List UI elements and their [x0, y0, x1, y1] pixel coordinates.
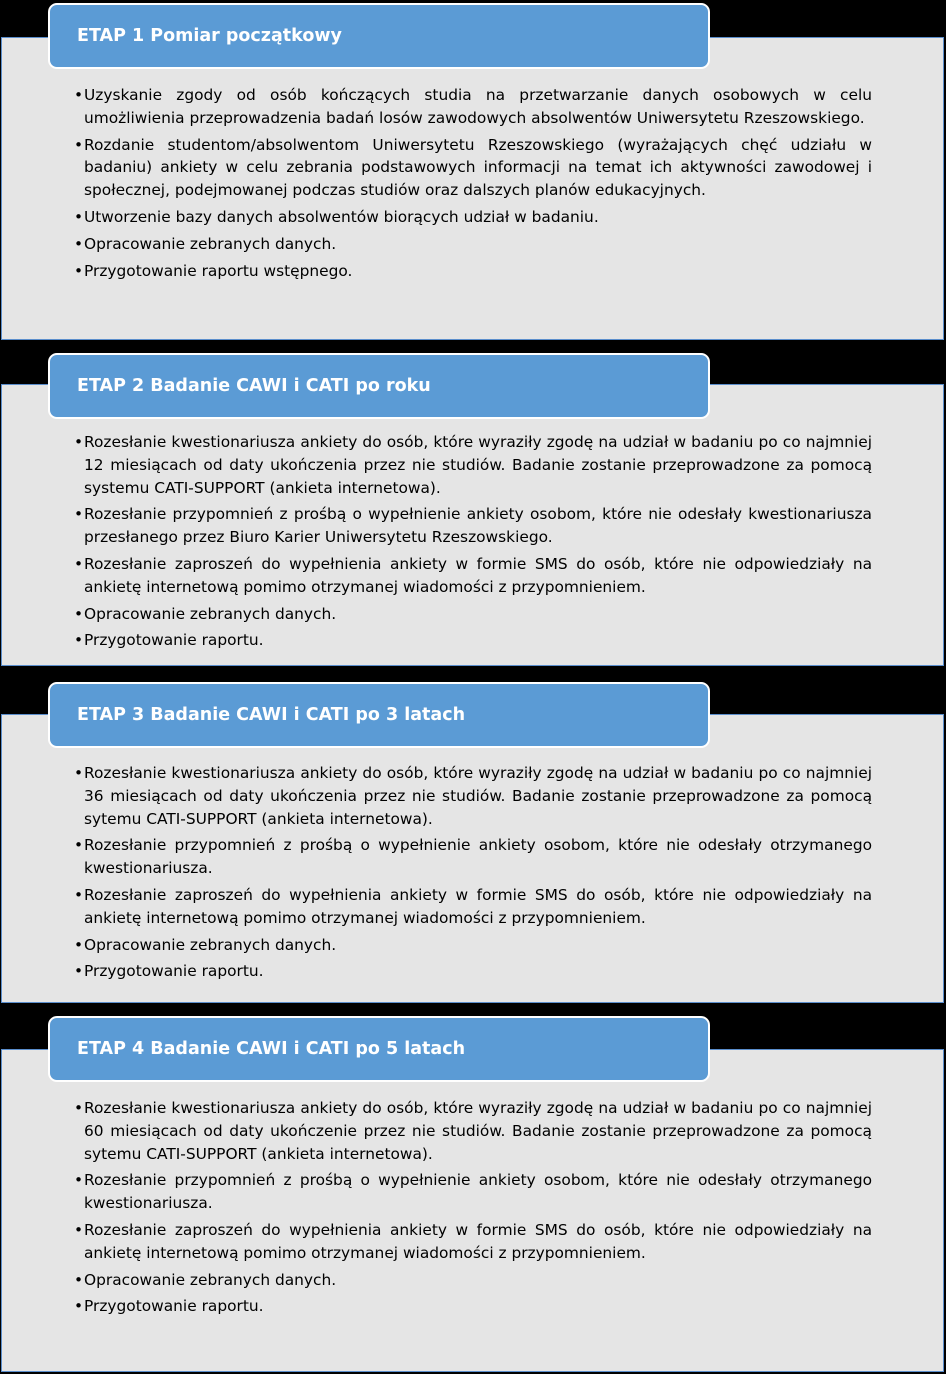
bullet-icon: • [74, 261, 84, 280]
list-item: • Rozesłanie zaproszeń do wypełnienia ankiety w formie SMS do osób, które nie odpowiedziały na ankietę internetową pomimo otrzymanej wiadomości z przypomnieniem. [74, 885, 872, 927]
bullet-icon: • [74, 764, 84, 782]
stage-1-title: ETAP 1 Pomiar początkowy [77, 26, 342, 46]
bullet-icon: • [74, 935, 84, 954]
list-item: • Rozesłanie przypomnień z prośbą o wypełnienie ankiety osobom, które nie odesłały otrzymanego kwestionariusza. [74, 836, 872, 878]
stage-1-header [48, 3, 710, 69]
bullet-icon: • [74, 1099, 84, 1117]
list-item: • Rozesłanie kwestionariusza ankiety do osób, które wyraziły zgodę na udział w badaniu po co najmniej 60 miesiącach od daty ukończenie przez nie studiów. Badanie zostanie przeprowadzone za pomocą sytemu CATI-SUPPORT (ankieta internetowa). [74, 1099, 872, 1163]
list-item: • Rozdanie studentom/absolwentom Uniwersytetu Rzeszowskiego (wyrażających chęć udziału w badaniu) ankiety w celu zebrania podstawowych informacji na temat ich aktywności zawodowej i społecznej, podejmowanej podczas studiów oraz dalszych planów edukacyjnych. [74, 135, 872, 200]
list-item: • Przygotowanie raportu. [74, 629, 872, 652]
bullet-icon: • [74, 135, 84, 154]
stage-2-title: ETAP 2 Badanie CAWI i CATI po roku [77, 376, 431, 396]
bullet-icon: • [74, 1220, 84, 1239]
list-item: • Utworzenie bazy danych absolwentów biorących udział w badaniu. [74, 206, 872, 229]
list-item: • Opracowanie zebranych danych. [74, 1269, 872, 1292]
bullet-icon: • [74, 631, 84, 650]
stage-2-header [48, 353, 710, 419]
bullet-icon: • [74, 604, 84, 623]
list-item: • Rozesłanie zaproszeń do wypełnienia ankiety w formie SMS do osób, które nie odpowiedziały na ankietę internetową pomimo otrzymanej wiadomości z przypomnieniem. [74, 554, 872, 596]
list-item: • Rozesłanie przypomnień z prośbą o wypełnienie ankiety osobom, które nie odesłały otrzymanego kwestionariusza. [74, 1171, 872, 1213]
list-item: • Opracowanie zebranych danych. [74, 934, 872, 957]
stage-4-list [74, 1097, 872, 1322]
bullet-icon: • [74, 86, 84, 104]
list-item: • Przygotowanie raportu wstępnego. [74, 260, 872, 283]
bullet-icon: • [74, 1297, 84, 1316]
list-item: • Przygotowanie raportu. [74, 1295, 872, 1318]
bullet-icon: • [74, 836, 84, 855]
list-item: • Przygotowanie raportu. [74, 960, 872, 983]
bullet-icon: • [74, 1171, 84, 1190]
bullet-icon: • [74, 207, 84, 226]
stage-3-title: ETAP 3 Badanie CAWI i CATI po 3 latach [77, 705, 466, 725]
stage-4-title: ETAP 4 Badanie CAWI i CATI po 5 latach [77, 1039, 466, 1059]
stage-3-header [48, 682, 710, 748]
list-item: • Rozesłanie kwestionariusza ankiety do osób, które wyraziły zgodę na udział w badaniu po co najmniej 12 miesiącach od daty ukończenia przez nie studiów. Badanie zostanie przeprowadzone za pomocą systemu CATI-SUPPORT (ankieta internetowa). [74, 433, 872, 497]
bullet-icon: • [74, 505, 84, 524]
bullet-icon: • [74, 962, 84, 981]
list-item: • Rozesłanie kwestionariusza ankiety do osób, które wyraziły zgodę na udział w badaniu po co najmniej 36 miesiącach od daty ukończenia przez nie studiów. Badanie zostanie przeprowadzone za pomocą sytemu CATI-SUPPORT (ankieta internetowa). [74, 764, 872, 828]
stage-1-list [74, 84, 872, 286]
bullet-icon: • [74, 1270, 84, 1289]
list-item: • Opracowanie zebranych danych. [74, 233, 872, 256]
bullet-icon: • [74, 433, 84, 451]
bullet-icon: • [74, 885, 84, 904]
bullet-icon: • [74, 554, 84, 573]
stage-4-header [48, 1016, 710, 1082]
stage-3-list [74, 762, 872, 987]
list-item: • Rozesłanie przypomnień z prośbą o wypełnienie ankiety osobom, które nie odesłały kwestionariusza przesłanego przez Biuro Karier Uniwersytetu Rzeszowskiego. [74, 505, 872, 547]
list-item: • Rozesłanie zaproszeń do wypełnienia ankiety w formie SMS do osób, które nie odpowiedziały na ankietę internetową pomimo otrzymanej wiadomości z przypomnieniem. [74, 1220, 872, 1262]
stage-2-list [74, 431, 872, 656]
list-item: • Uzyskanie zgody od osób kończących studia na przetwarzanie danych osobowych w celu umożliwienia przeprowadzenia badań losów zawodowych absolwentów Uniwersytetu Rzeszowskiego. [74, 86, 872, 127]
list-item: • Opracowanie zebranych danych. [74, 603, 872, 626]
bullet-icon: • [74, 234, 84, 253]
